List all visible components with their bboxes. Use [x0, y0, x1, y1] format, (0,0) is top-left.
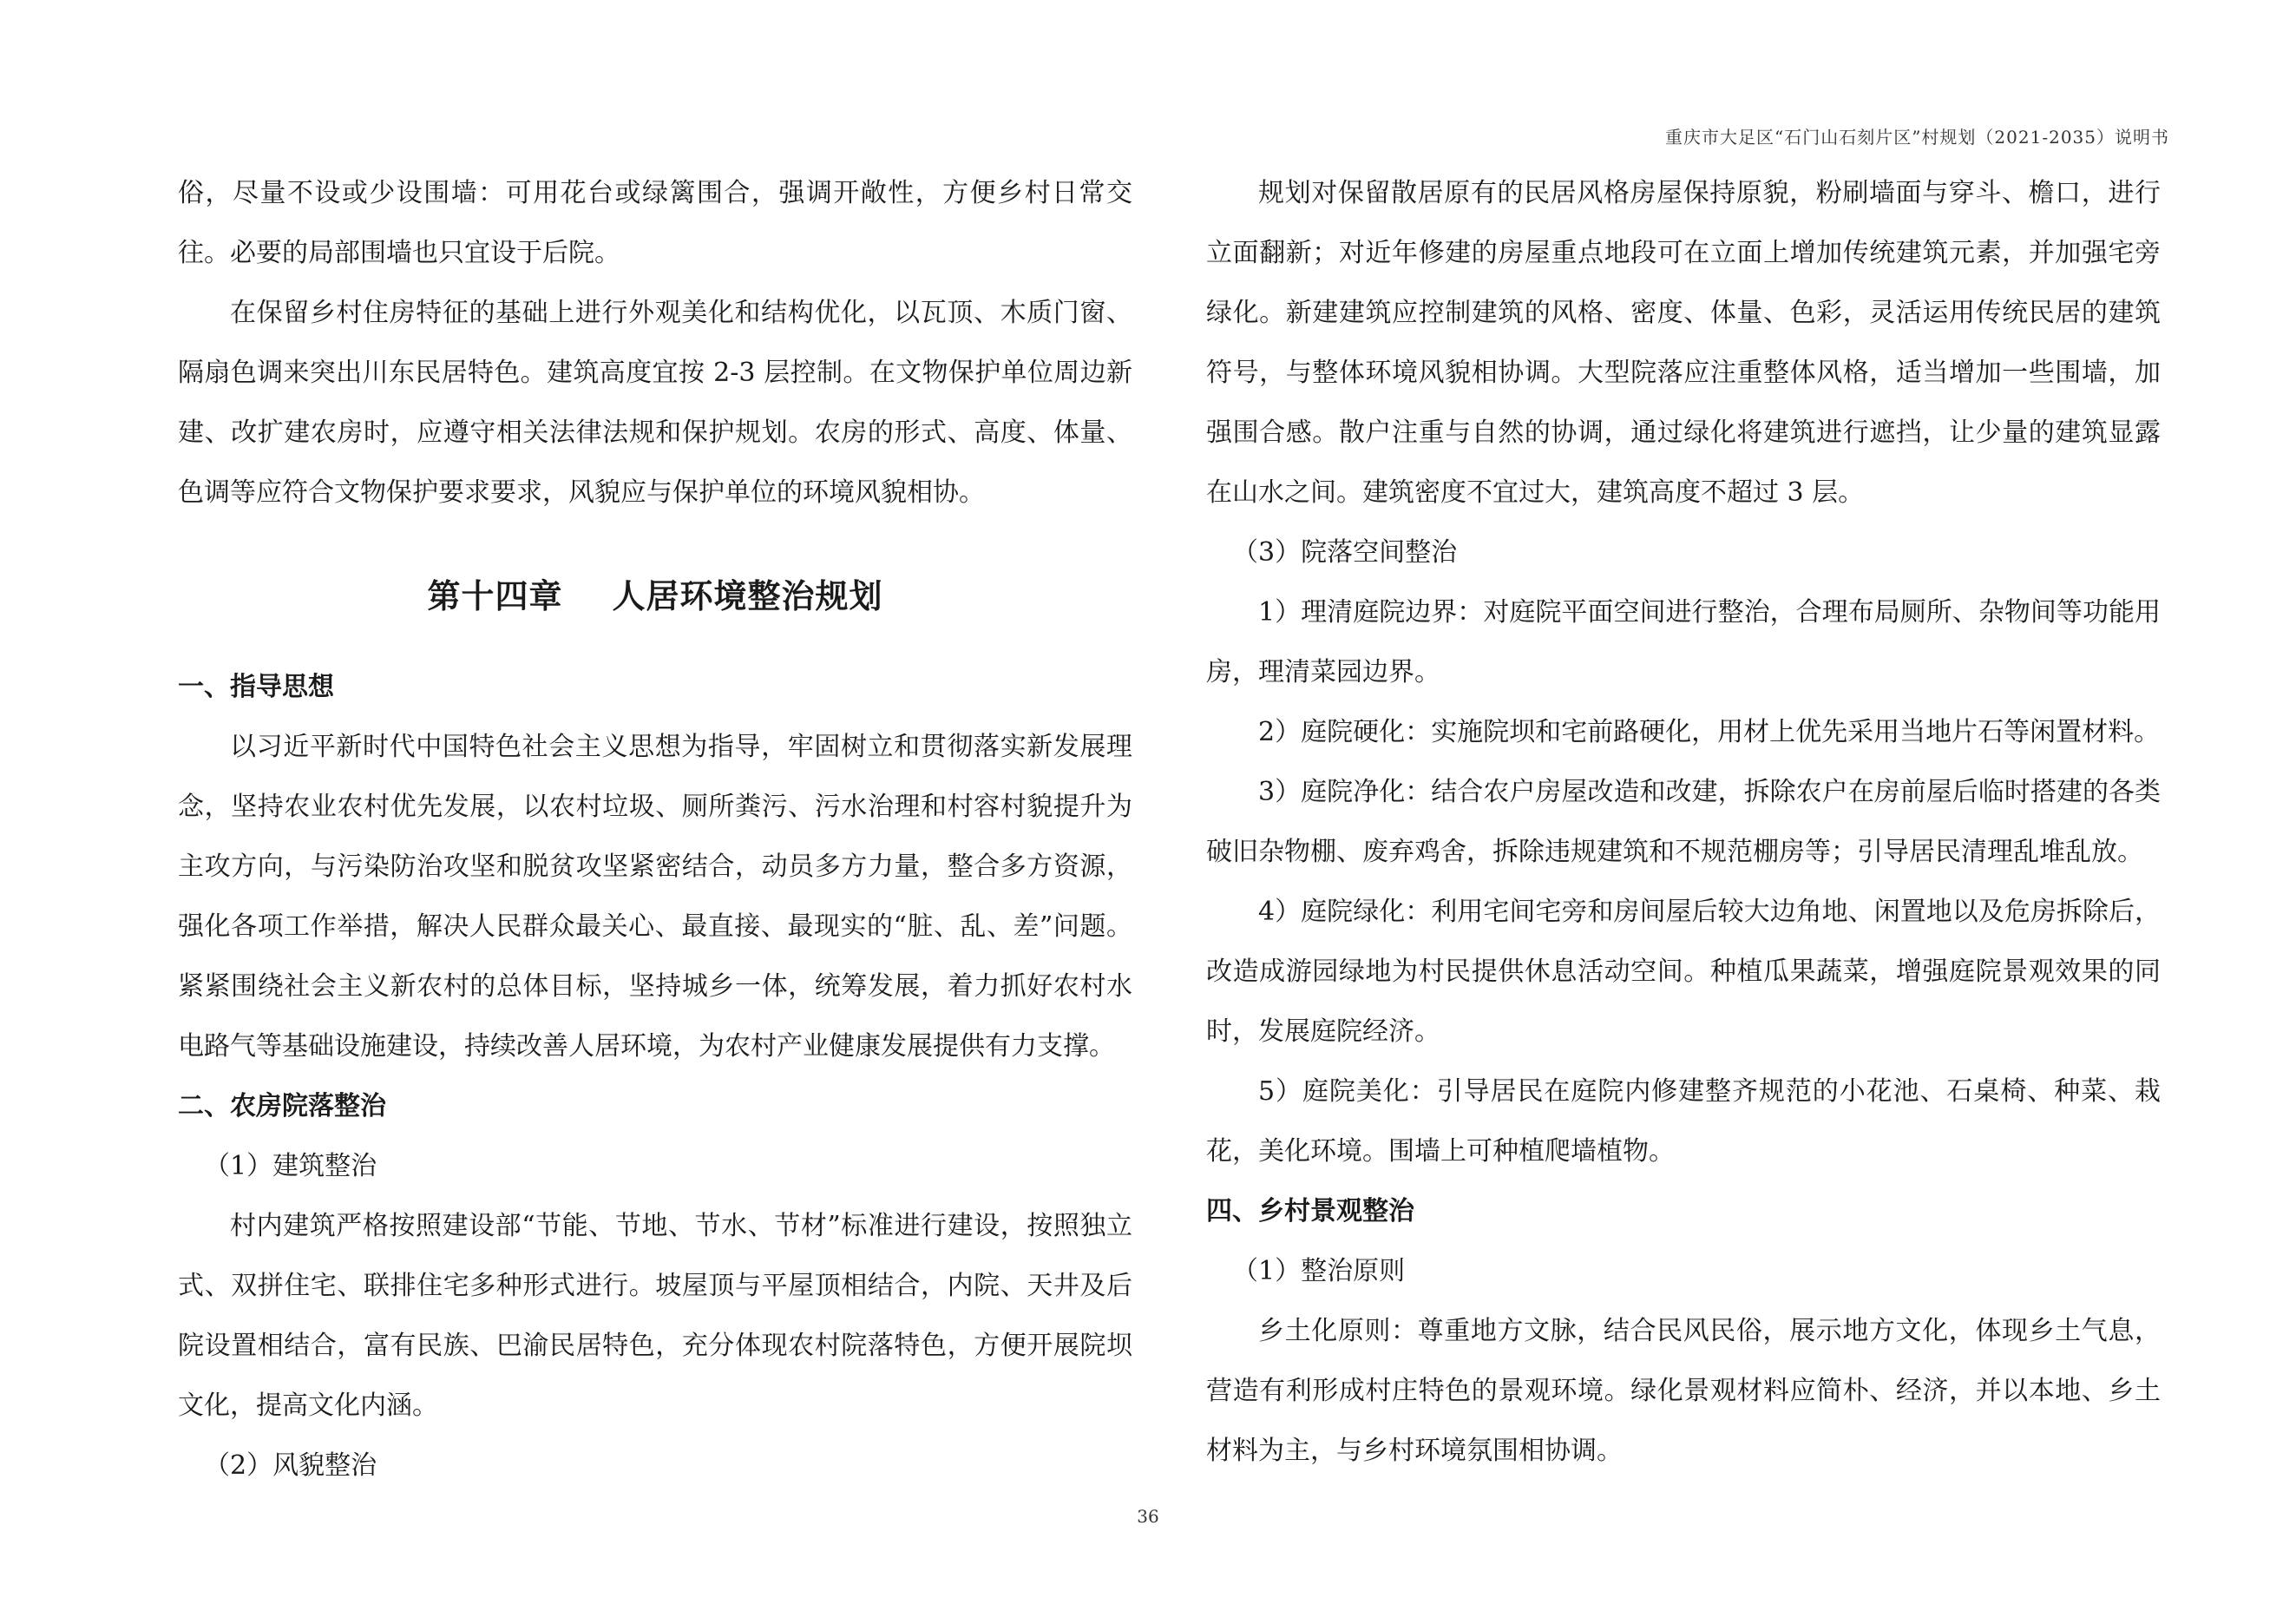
section-heading-landscape: 四、乡村景观整治: [1206, 1196, 1414, 1226]
section-heading-guiding-ideology: 一、指导思想: [178, 672, 334, 702]
chapter-title: 第十四章 人居环境整治规划: [427, 577, 883, 615]
paragraph-guiding-ideology: 以习近平新时代中国特色社会主义思想为指导，牢固树立和贯彻落实新发展理念，坚持农业农村优先发展，以农村垃圾、厕所粪污、污水治理和村容村貌提升为主攻方向，与污染防治攻坚和脱贫攻坚紧密结合，动员多方力量，整合多方资源，强化各项工作举措，解决人民群众最关心、最直接、最现实的“脏、乱、差”问题。紧紧围绕社会主义新农村的总体目标，坚持城乡一体，统筹发展，着力抓好农村水电路气等基础设施建设，持续改善人居环境，为农村产业健康发展提供有力支撑。: [178, 732, 1132, 1062]
subheading-appearance: （2）风貌整治: [204, 1450, 377, 1481]
running-header: 重庆市大足区“石门山石刻片区”村规划（2021-2035）说明书: [1664, 127, 2169, 148]
page-number: 36: [1137, 1506, 1159, 1527]
paragraph-building: 村内建筑严格按照建设部“节能、节地、节水、节材”标准进行建设，按照独立式、双拼住宅、联排住宅多种形式进行。坡屋顶与平屋顶相结合，内院、天井及后院设置相结合，富有民族、巴渝民居特色，充分体现农村院落特色，方便开展院坝文化，提高文化内涵。: [178, 1211, 1132, 1421]
paragraph-boundary: 1）理清庭院边界：对庭院平面空间进行整治，合理布局厕所、杂物间等功能用房，理清菜园边界。: [1206, 597, 2161, 687]
paragraph-cleaning: 3）庭院净化：结合农户房屋改造和改建，拆除农户在房前屋后临时搭建的各类破旧杂物棚、废弃鸡舍，拆除违规建筑和不规范棚房等；引导居民清理乱堆乱放。: [1206, 777, 2161, 867]
paragraph-appearance: 规划对保留散居原有的民居风格房屋保持原貌，粉刷墙面与穿斗、檐口，进行立面翻新；对近年修建的房屋重点地段可在立面上增加传统建筑元素，并加强宅旁绿化。新建建筑应控制建筑的风格、密度、体量、色彩，灵活运用传统民居的建筑符号，与整体环境风貌相协调。大型院落应注重整体风格，适当增加一些围墙，加强围合感。散户注重与自然的协调，通过绿化将建筑进行遮挡，让少量的建筑显露在山水之间。建筑密度不宜过大，建筑高度不超过 3 层。: [1206, 178, 2161, 508]
paragraph-greening: 4）庭院绿化：利用宅间宅旁和房间屋后较大边角地、闲置地以及危房拆除后，改造成游园绿地为村民提供休息活动空间。种植瓜果蔬菜，增强庭院景观效果的同时，发展庭院经济。: [1206, 897, 2161, 1047]
paragraph-hardening: 2）庭院硬化：实施院坝和宅前路硬化，用材上优先采用当地片石等闲置材料。: [1258, 717, 2161, 747]
left-column: [178, 163, 1132, 1496]
paragraph-fence: 俗，尽量不设或少设围墙：可用花台或绿篱围合，强调开敞性，方便乡村日常交往。必要的局部围墙也只宜设于后院。: [178, 178, 1132, 268]
right-column: [1206, 163, 2161, 1481]
section-heading-courtyard: 二、农房院落整治: [178, 1091, 386, 1121]
subheading-principle: （1）整治原则: [1232, 1256, 1406, 1286]
paragraph-principle: 乡土化原则：尊重地方文脉，结合民风民俗，展示地方文化，体现乡土气息，营造有利形成村庄特色的景观环境。绿化景观材料应简朴、经济，并以本地、乡土材料为主，与乡村环境氛围相协调。: [1206, 1316, 2161, 1466]
subheading-courtyard-space: （3）院落空间整治: [1232, 537, 1458, 568]
paragraph-beautify: 5）庭院美化：引导居民在庭院内修建整齐规范的小花池、石桌椅、种菜、栽花，美化环境。围墙上可种植爬墙植物。: [1206, 1076, 2161, 1167]
paragraph-housing-style: 在保留乡村住房特征的基础上进行外观美化和结构优化，以瓦顶、木质门窗、隔扇色调来突出川东民居特色。建筑高度宜按 2-3 层控制。在文物保护单位周边新建、改扩建农房时，应遵守相关法律法规和保护规划。农房的形式、高度、体量、色调等应符合文物保护要求要求，风貌应与保护单位的环境风貌相协。: [178, 298, 1132, 508]
subheading-building: （1）建筑整治: [204, 1151, 377, 1181]
